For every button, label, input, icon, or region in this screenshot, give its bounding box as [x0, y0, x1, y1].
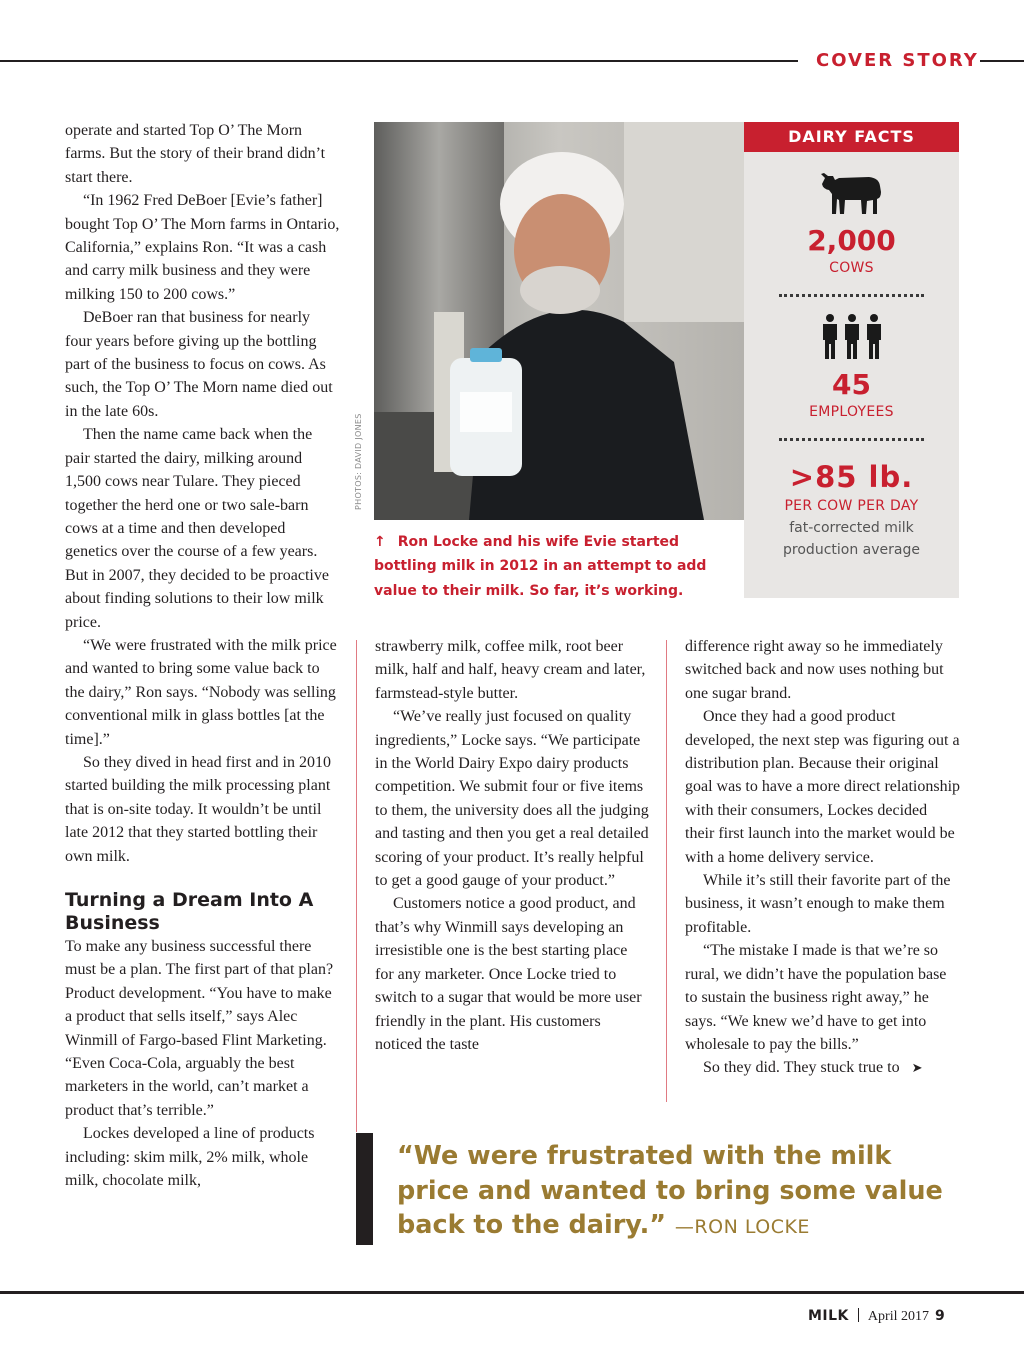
paragraph: “We were frustrated with the milk price and wanted to bring some value back to the dairy,” Ron says. “Nobody was selling conventional milk in glass bottles [at the time].”	[65, 636, 337, 748]
production-desc: fat-corrected milk production average	[783, 520, 920, 558]
employees-value: 45	[832, 368, 871, 401]
column-3	[685, 635, 960, 1081]
footer	[808, 1308, 945, 1325]
paragraph: operate and started Top O’ The Morn farms. But the story of their brand didn’t start there.	[65, 122, 326, 186]
paragraph: “The mistake I made is that we’re so rural, we didn’t have the population base to sustain the business right away,” he says. “We knew we’d have to get into wholesale to pay the bills.”	[685, 942, 947, 1053]
magazine-name: MILK	[808, 1308, 849, 1324]
paragraph: Lockes developed a line of products including: skim milk, 2% milk, whole milk, chocolate milk,	[65, 1125, 315, 1190]
paragraph: Then the name came back when the pair started the dairy, milking around 1,500 cows near Tulare. They pieced together the herd one or two sale-barn cows at a time and then developed genetics over the course of a few years. But in 2007, they decided to be proactive about finding solutions to their low milk price.	[65, 426, 329, 631]
paragraph-text: So they did. They stuck true to	[703, 1059, 900, 1077]
column-divider	[356, 640, 357, 1132]
cows-value: 2,000	[807, 224, 896, 257]
caption-text: Ron Locke and his wife Evie started bottling milk in 2012 in an attempt to add value to their milk. So far, it’s working.	[374, 534, 707, 599]
header-rule	[0, 60, 798, 62]
continue-arrow-icon: ➤	[911, 1061, 923, 1077]
employees-label: EMPLOYEES	[809, 404, 894, 420]
dairy-facts-title: DAIRY FACTS	[744, 122, 959, 152]
pull-quote-text-block	[397, 1139, 957, 1245]
pull-quote	[356, 1133, 956, 1245]
cows-label: COWS	[829, 260, 874, 276]
pull-quote-bar	[356, 1133, 373, 1245]
footer-separator	[858, 1308, 859, 1322]
paragraph: To make any business successful there must be a plan. The first part of that plan? Product development. “You have to make a product that sells itself,” says Alec Winmill of Fargo-based Flint Marketing. “Even Coca-Cola, arguably the best marketers in the world, can’t market a product that’s terrible.”	[65, 938, 334, 1119]
paragraph	[685, 1056, 960, 1080]
column-2	[375, 635, 650, 1056]
footer-rule	[0, 1291, 1024, 1294]
dairy-facts-box	[744, 122, 959, 598]
paragraph: So they dived in head first and in 2010 started building the milk processing plant that is on-site today. It wouldn’t be until late 2012 that they started bottling their own milk.	[65, 753, 331, 865]
pull-quote-text: “We were frustrated with the milk price and wanted to bring some value back to the dairy.”	[397, 1141, 943, 1240]
header-rule-right	[980, 60, 1024, 62]
arrow-up-icon: ↑	[374, 534, 386, 550]
production-value: >85 lb.	[789, 460, 914, 494]
page-number: 9	[934, 1308, 945, 1324]
production-label: PER COW PER DAY	[784, 498, 919, 514]
subhead: Turning a Dream Into A Business	[65, 889, 314, 934]
paragraph: “We’ve really just focused on quality ingredients,” Locke says. “We participate in the World Dairy Expo dairy products competition. We submit four or five items to them, the university does all the judging and tasting and then you get a real detailed scoring of your product. It’s really helpful to get a good gauge of your product.”	[375, 708, 649, 890]
paragraph: Customers notice a good product, and that’s why Winmill says developing an irresistible one is the best starting place for any marketer. Once Locke tried to switch to a sugar that would be more user friendly in the plant. His customers noticed the taste	[375, 895, 642, 1053]
column-divider	[666, 640, 667, 1102]
photo-caption	[374, 530, 724, 603]
dotted-divider	[779, 438, 924, 441]
paragraph: While it’s still their favorite part of the business, it wasn’t enough to make them profitable.	[685, 872, 951, 936]
paragraph: “In 1962 Fred DeBoer [Evie’s father] bought Top O’ The Morn farms in Ontario, California,” explains Ron. “It was a cash and carry milk business and they were milking 150 to 200 cows.”	[65, 192, 340, 303]
paragraph: DeBoer ran that business for nearly four years before giving up the bottling part of the business to focus on cows. As such, the Top O’ The Morn name died out in the late 60s.	[65, 309, 333, 420]
dotted-divider	[779, 294, 924, 297]
photo-ron-locke	[374, 122, 744, 520]
paragraph: strawberry milk, coffee milk, root beer milk, half and half, heavy cream and later, farmstead-style butter.	[375, 638, 646, 702]
cow-icon	[819, 168, 885, 216]
issue-date: April 2017	[867, 1309, 929, 1324]
paragraph: Once they had a good product developed, the next step was figuring out a distribution plan. Because their original goal was to have a more direct relationship with their consumers, Lockes decided their first launch into the market would be with a home delivery service.	[685, 708, 961, 866]
section-label: COVER STORY	[816, 50, 979, 71]
pull-quote-attribution: —RON LOCKE	[674, 1216, 810, 1238]
column-1	[65, 119, 340, 1192]
photo-credit: PHOTOS: DAVID JONES	[354, 413, 363, 510]
people-icon	[819, 314, 885, 360]
paragraph: difference right away so he immediately switched back and now uses nothing but one sugar brand.	[685, 638, 944, 702]
